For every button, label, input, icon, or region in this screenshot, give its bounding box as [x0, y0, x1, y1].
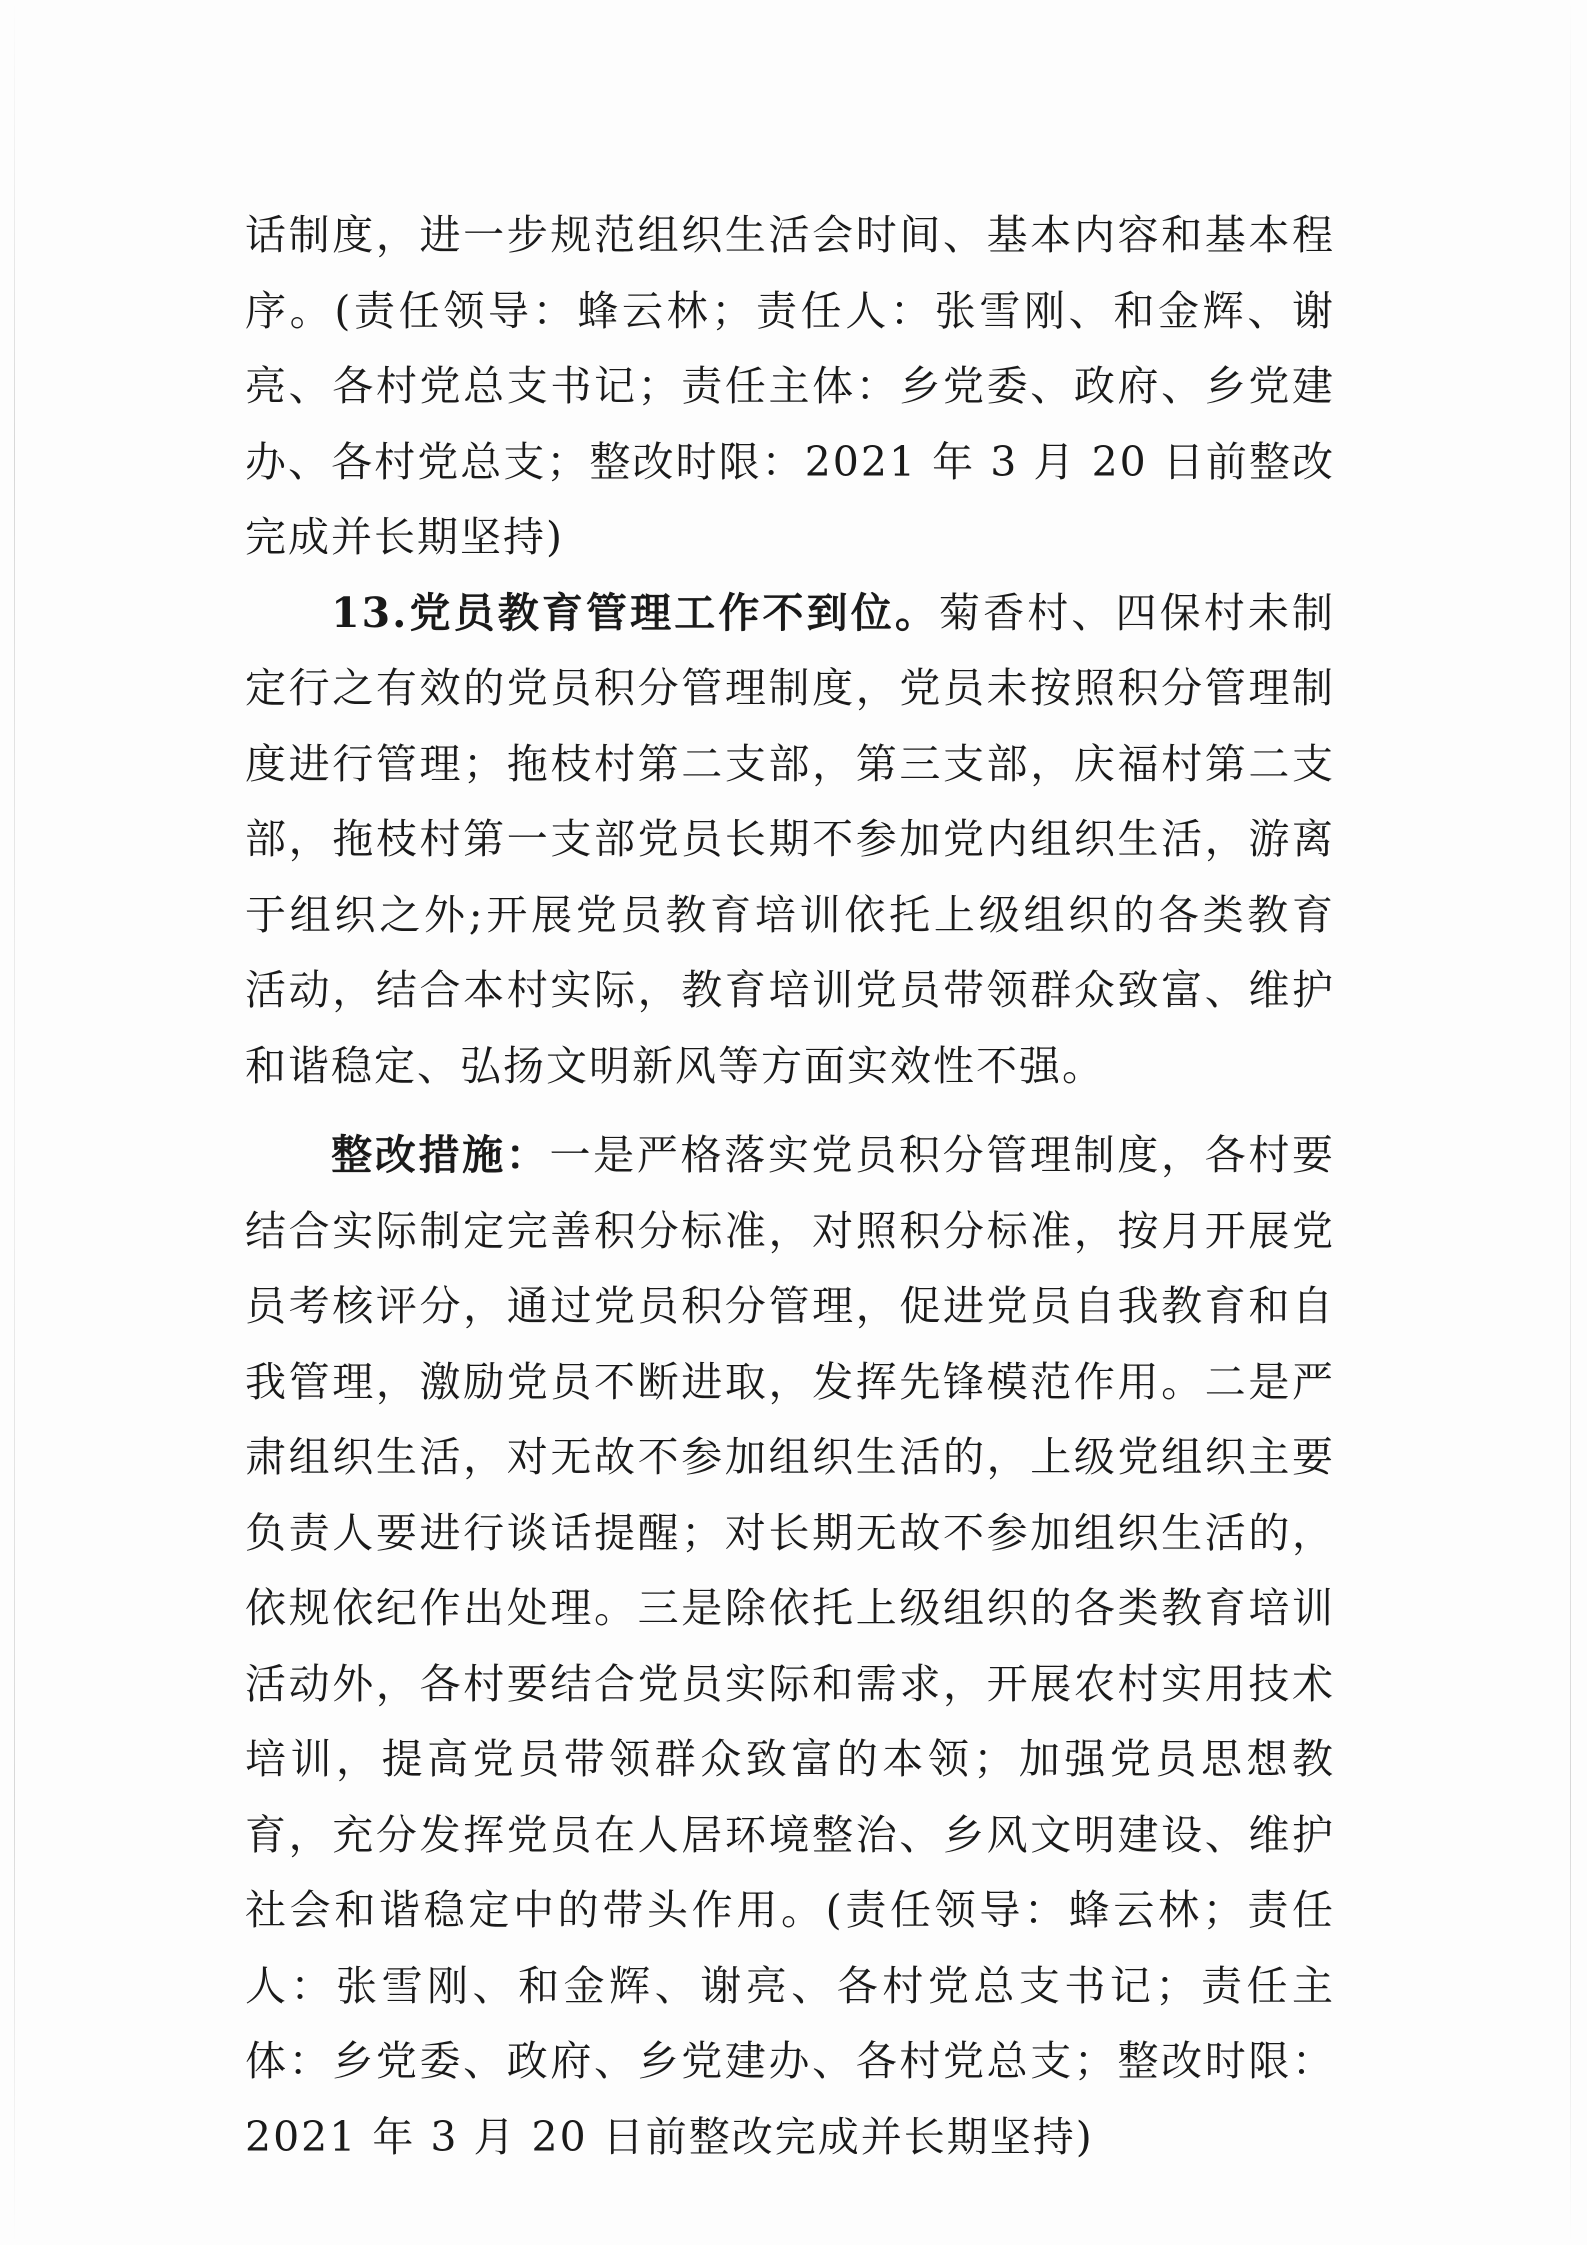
- item-13-heading: 13.党员教育管理工作不到位。: [331, 588, 940, 637]
- item-13-body: 菊香村、四保村未制定行之有效的党员积分管理制度，党员未按照积分管理制度进行管理；拖枝村第二支部，第三支部，庆福村第二支部，拖枝村第一支部党员长期不参加党内组织生活，游离于组织之外;开展党员教育培训依托上级组织的各类教育活动，结合本村实际，教育培训党员带领群众致富、维护和谐稳定、弘扬文明新风等方面实效性不强。: [245, 588, 1335, 1090]
- scan-edge-right: [1570, 0, 1571, 2245]
- continued-paragraph: 话制度，进一步规范组织生活会时间、基本内容和基本程序。(责任领导：蜂云林；责任人：张雪刚、和金辉、谢亮、各村党总支书记；责任主体：乡党委、政府、乡党建办、各村党总支；整改时限：2021 年 3 月 20 日前整改完成并长期坚持): [245, 211, 1335, 561]
- scan-edge-left: [14, 0, 15, 2245]
- measures-heading: 整改措施：: [331, 1131, 550, 1179]
- measures-body: 一是严格落实党员积分管理制度，各村要结合实际制定完善积分标准，对照积分标准，按月开展党员考核评分，通过党员积分管理，促进党员自我教育和自我管理，激励党员不断进取，发挥先锋模范作用。二是严肃组织生活，对无故不参加组织生活的，上级党组织主要负责人要进行谈话提醒；对长期无故不参加组织生活的，依规依纪作出处理。三是除依托上级组织的各类教育培训活动外，各村要结合党员实际和需求，开展农村实用技术培训，提高党员带领群众致富的本领；加强党员思想教育，充分发挥党员在人居环境整治、乡风文明建设、维护社会和谐稳定中的带头作用。(责任领导：蜂云林；责任人：张雪刚、和金辉、谢亮、各村党总支书记；责任主体：乡党委、政府、乡党建办、各村党总支；整改时限：2021 年 3 月 20 日前整改完成并长期坚持): [245, 1131, 1336, 2161]
- document-body: [245, 198, 1335, 2175]
- item-13-paragraph: [245, 576, 1335, 1105]
- measures-paragraph: [245, 1118, 1335, 2175]
